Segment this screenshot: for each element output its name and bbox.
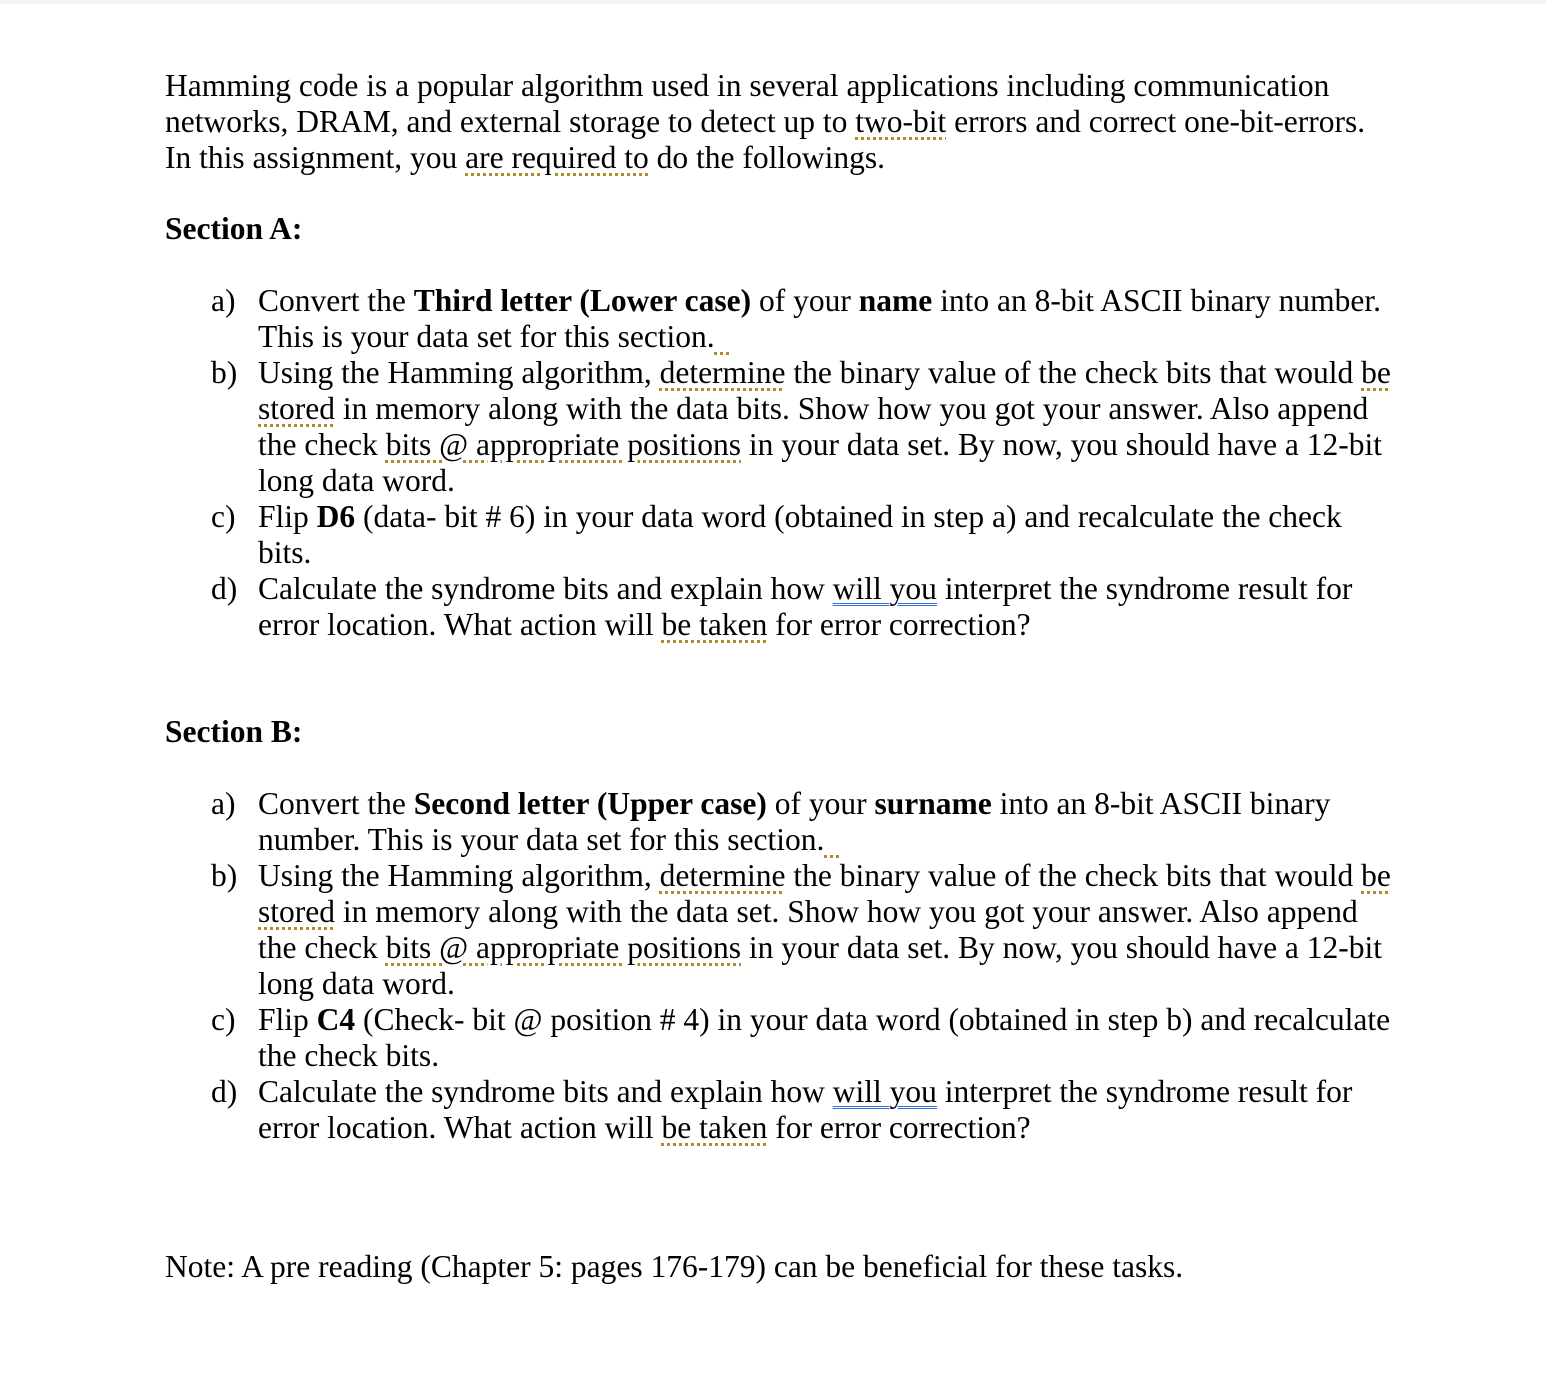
grammar-mark[interactable]: determine [659,355,786,390]
item-text: of your [766,786,875,821]
item-text: Flip [258,1002,317,1037]
note-paragraph: Note: A pre reading (Chapter 5: pages 176-179) can be beneficial for these tasks. [165,1249,1184,1284]
item-text: into an 8-bit ASCII binary number. This is your data set for this section. [258,283,1382,354]
list-marker: a) [211,786,236,821]
section-a-list [165,283,1395,643]
grammar-mark[interactable]: be taken [661,1110,768,1145]
item-text: interpret the syndrome result for error location. What action will [258,1074,1353,1145]
bold-text: Second letter (Upper case) [413,786,767,821]
bold-text: D6 [316,499,356,534]
item-text: the binary value of the check bits that would [785,355,1362,390]
intro-text: Hamming code is a popular algorithm used in several applications including communication networks, DRAM, and external storage to detect up to [165,68,1330,139]
item-text: (data- bit # 6) in your data word (obtained in step a) and recalculate the check bits. [258,499,1342,570]
bold-text: Third letter (Lower case) [413,283,752,318]
item-text: in memory along with the data set. Show how you got your answer. Also append the check [258,894,1358,965]
list-marker: c) [211,1002,236,1037]
list-marker: a) [211,283,236,318]
item-text: Using the Hamming algorithm, [258,355,660,390]
item-text: Calculate the syndrome bits and explain how [258,1074,833,1109]
list-item [211,283,1395,355]
section-b-heading: Section B: [165,714,303,749]
list-item [211,355,1395,499]
intro-paragraph [165,68,1395,176]
document-page [165,68,1395,1285]
grammar-mark[interactable] [824,822,840,857]
item-text: Calculate the syndrome bits and explain how [258,571,833,606]
item-text: for error correction? [767,1110,1031,1145]
list-item [211,1002,1395,1074]
item-text: in your data set. By now, you should have a 12-bit long data word. [258,427,1383,498]
item-text: the binary value of the check bits that would [785,858,1362,893]
list-item [211,858,1395,1002]
item-text: (Check- bit @ position # 4) in your data word (obtained in step b) and recalculate the check bits. [258,1002,1391,1073]
grammar-mark[interactable]: be stored [258,355,1391,426]
item-text: for error correction? [767,607,1031,642]
intro-text: do the followings. [648,140,886,175]
item-text: of your [751,283,859,318]
item-text: in memory along with the data bits. Show how you got your answer. Also append the check [258,391,1369,462]
list-item [211,499,1395,571]
bold-text: name [858,283,933,318]
list-marker: d) [211,571,238,606]
item-text: Flip [258,499,317,534]
grammar-mark[interactable] [715,319,731,354]
item-text: into an 8-bit ASCII binary number. This is your data set for this section. [258,786,1331,857]
bold-text: C4 [316,1002,356,1037]
list-item [211,571,1395,643]
item-text: Using the Hamming algorithm, [258,858,660,893]
grammar-mark[interactable]: determine [659,858,786,893]
grammar-mark[interactable]: will you [832,1074,937,1109]
grammar-mark[interactable]: are required to [465,140,649,175]
list-item [211,1074,1395,1146]
intro-text: errors and correct one-bit-errors. In this assignment, you [165,104,1366,175]
item-text: in your data set. By now, you should have a 12-bit long data word. [258,930,1383,1001]
list-marker: b) [211,858,238,893]
item-text: Convert the [258,786,414,821]
list-item [211,786,1395,858]
grammar-mark[interactable]: bits @ appropriate positions [385,427,742,462]
section-b-list [165,786,1395,1146]
grammar-mark[interactable]: will you [832,571,937,606]
page-top-edge [0,0,1546,4]
grammar-mark[interactable]: be stored [258,858,1391,929]
grammar-mark[interactable]: bits @ appropriate positions [385,930,742,965]
list-marker: d) [211,1074,238,1109]
item-text: interpret the syndrome result for error location. What action will [258,571,1353,642]
section-a-heading: Section A: [165,211,303,246]
bold-text: surname [874,786,992,821]
grammar-mark[interactable]: be taken [661,607,768,642]
grammar-mark[interactable]: two-bit [855,104,947,139]
list-marker: c) [211,499,236,534]
list-marker: b) [211,355,238,390]
item-text: Convert the [258,283,414,318]
